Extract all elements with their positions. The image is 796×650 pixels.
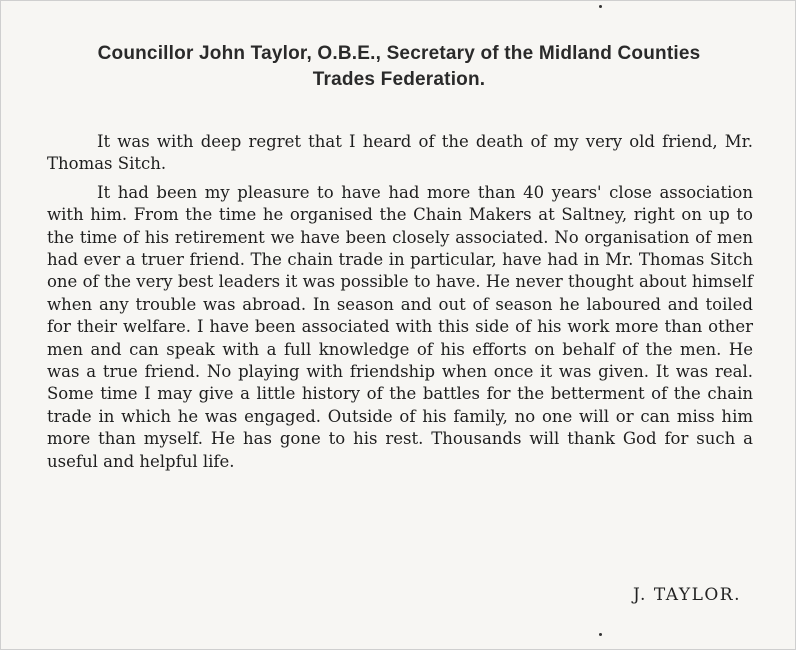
heading-line-1: Councillor John Taylor, O.B.E., Secretary of the Midland Counties: [97, 43, 701, 64]
signature: J. TAYLOR.: [633, 585, 741, 605]
ink-speck: [599, 633, 602, 636]
paragraph-1: It was with deep regret that I heard of the death of my very old friend, Mr. Thomas Sitch.: [47, 132, 753, 174]
ink-speck: [599, 5, 602, 8]
document-heading: [21, 41, 777, 93]
document-body: [47, 131, 753, 473]
paragraph-2: It had been my pleasure to have had more than 40 years' close association with him. From the time he organised the Chain Makers at Saltney, right on up to the time of his retirement we have been closely associated. No organisation of men had ever a truer friend. The chain trade in particular, have had in Mr. Thomas Sitch one of the very best leaders it was possible to have. He never thought about himself when any trouble was abroad. In season and out of season he laboured and toiled for their welfare. I have been associated with this side of his work more than other men and can speak with a full knowledge of his efforts on behalf of the men. He was a true friend. No playing with friendship when once it was given. It was real. Some time I may give a little history of the battles for the betterment of the chain trade in which he was engaged. Outside of his family, no one will or can miss him more than myself. He has gone to his rest. Thousands will thank God for such a useful and helpful life.: [47, 182, 753, 471]
heading-line-2: Trades Federation.: [312, 69, 486, 90]
